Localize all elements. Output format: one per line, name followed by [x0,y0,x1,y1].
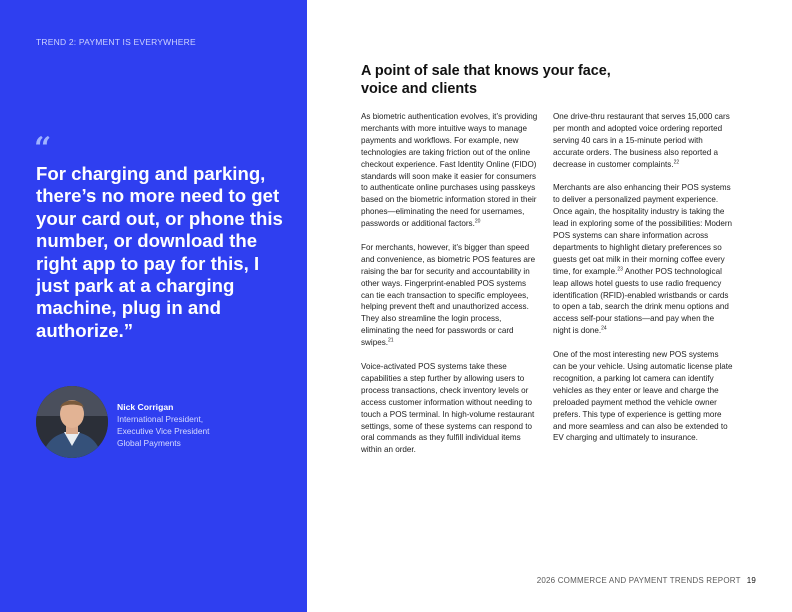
page-footer [537,576,756,585]
heading-line: voice and clients [361,81,477,97]
article-column-right [553,111,733,456]
paragraph-text: Merchants are also enhancing their POS systems to deliver a personalized payment experience. Once again, the hospitality industry is taking the lead in exploring some of the possibilities: Modern POS systems can share information across departments to highlight dietary preferences so guests get oat milk in their morning coffee every time, for example. [553,183,733,276]
trend-label: TREND 2: PAYMENT IS EVERYWHERE [36,37,196,47]
paragraph-text: One of the most interesting new POS systems can be your vehicle. Using automatic license plate recognition, a parking lot camera can identify vehicles as they enter or leave and charge the preloaded payment method the vehicle owner prefers. This type of experience is getting more and more seamless and can also be extended to EV charging and ultimately to insurance. [553,350,733,443]
paragraph-text: As biometric authentication evolves, it’s providing merchants with more intuitive ways to manage payments and workflows. For example, new technologies are taking friction out of the online checkout experience. Fast Identity Online (FIDO) standards will soon make it easier for consumers to authenticate online purchases using passkeys based on the biometric information stored in their phones—eliminating the need for usernames, passwords or additional factors. [361,112,538,229]
paragraph [361,242,541,349]
article-heading [361,62,681,98]
paragraph [553,111,733,171]
report-title: 2026 COMMERCE AND PAYMENT TRENDS REPORT [536,576,741,585]
heading-line: A point of sale that knows your face, [361,63,611,79]
footnote-ref: 23 [617,266,623,273]
person-name: Nick Corrigan [117,402,174,412]
article-column-left [361,111,541,468]
paragraph-text: One drive-thru restaurant that serves 15,000 cars per month and adopted voice ordering reported serving 40 cars in a 15-minute period with accurate orders. The business also reported a decrease in customer complaints. [553,112,730,169]
paragraph-text: For merchants, however, it’s bigger than speed and convenience, as biometric POS features are raising the bar for security and accountability in other ways. Fingerprint-enabled POS systems can tie each transaction to specific employees, helping prevent theft and unauthorized access. They also streamline the login process, eliminating the need for passwords or card swipes. [361,242,536,348]
page-number: 19 [746,576,756,585]
paragraph-text: Another POS technological leap allows hotel guests to use radio frequency identification (RFID)-enabled wristbands or cards to open a tab, search the drink menu options and access self-pour stations—and pay when the night is done. [553,266,729,336]
paragraph [361,111,541,230]
footnote-ref: 22 [673,158,680,165]
portrait-photo [36,386,108,458]
paragraph-text: Voice-activated POS systems take these capabilities a step further by allowing users to process transactions, check inventory levels or access customer information without needing to touch a POS terminal. In high-volume restaurant settings, some of these systems can respond to oral commands as they fulfill individual items within an order. [361,362,535,455]
paragraph [361,361,541,456]
sidebar-panel [0,0,307,612]
person-title-line: International President, [117,414,204,424]
person-title-line: Executive Vice President [117,426,210,436]
pull-quote: For charging and parking, there’s no more need to get your card out, or phone this number, or download the right app to pay for this, I just park at a charging machine, plug in and authorize.” [36,163,283,341]
paragraph [553,182,733,337]
quote-attribution [117,401,297,449]
footnote-ref: 20 [474,218,481,225]
person-title-line: Global Payments [117,438,181,448]
quote-mark-icon: “ [34,131,52,166]
avatar [36,386,108,458]
footnote-ref: 24 [601,325,607,332]
footnote-ref: 21 [388,337,394,344]
paragraph [553,349,733,444]
